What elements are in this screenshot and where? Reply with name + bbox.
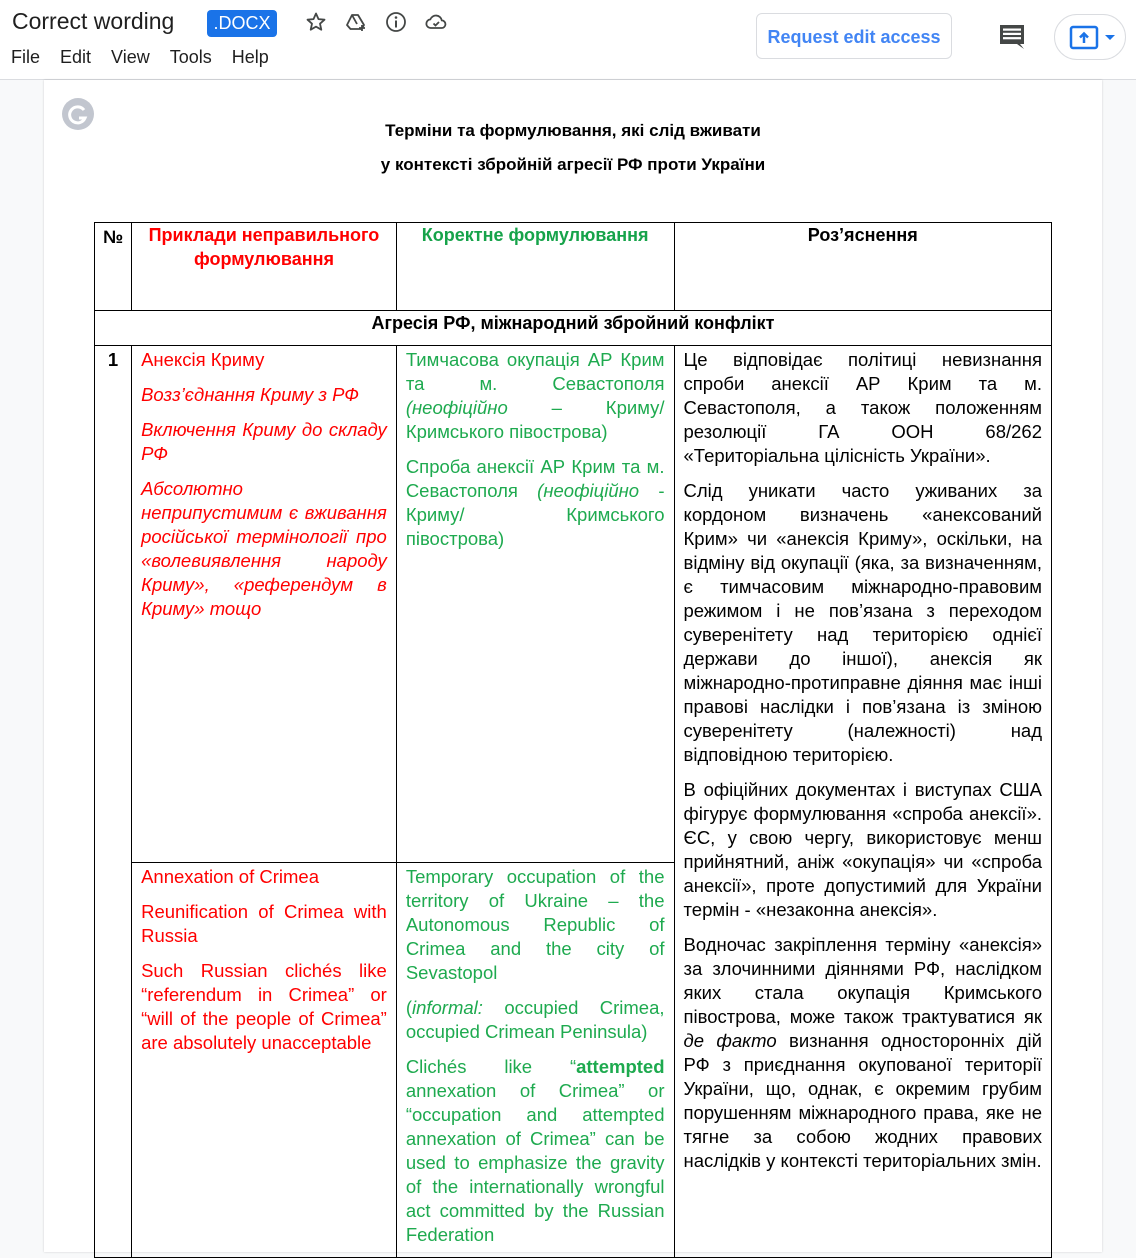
menu-bar [11, 47, 289, 68]
incorrect-item: Annexation of Crimea [141, 866, 319, 887]
correct-uk-cell [396, 346, 674, 863]
explanation-paragraph: Водночас закріплення терміну «анексія» за злочинними діяннями РФ, наслідком яких стала окупація Кримського півострова, може також трактуватися як де факто визнання односторонніх дій РФ з приєднання окупованої території України, що, однак, є окремим грубим порушенням міжнародного права, яке не тягне за собою жодних правових наслідків у контексті територіальних змін. [683, 934, 1042, 1171]
star-icon[interactable] [304, 10, 328, 34]
explanation-paragraph: В офіційних документах і виступах США фігурує формулювання «спроба анексії». ЄС, у свою чергу, використовує менш прийнятний, аніж «окупація» чи «спроба анексії», проте допустимий для України термін - «незаконна анексія». [683, 779, 1042, 920]
header-number: № [95, 223, 132, 311]
comment-icon[interactable] [997, 22, 1027, 52]
incorrect-item: Анексія Криму [141, 349, 265, 370]
menu-edit[interactable]: Edit [60, 47, 92, 67]
terms-table [94, 222, 1052, 1258]
section-title: Агресія РФ, міжнародний збройний конфлікт [95, 311, 1052, 346]
present-upload-icon [1055, 15, 1127, 61]
header-correct: Коректне формулювання [396, 223, 674, 311]
table-header-row [95, 223, 1052, 311]
info-icon[interactable] [384, 10, 408, 34]
header-explanation: Роз’яснення [674, 223, 1051, 311]
correct-item: Спроба анексії АР Крим та м. Севастополя (неофіційно - Криму/ Кримського півострова) [405, 456, 665, 549]
incorrect-en-cell [132, 863, 397, 1258]
menu-help[interactable]: Help [231, 47, 269, 67]
correct-item: Тимчасова окупація АР Крим та м. Севастополя (неофіційно – Криму/ Кримського півострова) [405, 349, 665, 442]
add-to-drive-icon[interactable] [344, 10, 368, 34]
explanation-cell [674, 346, 1051, 1258]
document-title[interactable]: Correct wording [12, 8, 175, 34]
top-bar [0, 0, 1136, 80]
incorrect-item: Such Russian clichés like “referendum in Crimea” or “will of the people of Crimea” are absolutely unacceptable [141, 960, 387, 1053]
menu-tools[interactable]: Tools [169, 47, 212, 67]
document-heading-line2: у контексті збройній агресії РФ проти України [380, 155, 766, 174]
incorrect-item: Включення Криму до складу РФ [141, 419, 387, 464]
file-type-badge: .DOCX [207, 10, 277, 37]
correct-en-cell [396, 863, 674, 1258]
cloud-saved-icon[interactable] [424, 10, 448, 34]
present-share-button[interactable] [1054, 14, 1126, 60]
menu-file[interactable]: File [11, 47, 41, 67]
section-row [95, 311, 1052, 346]
correct-item: Clichés like “attempted annexation of Crimea” or “occupation and attempted annexation of Crimea” can be used to emphasize the gravity of the internationally wrongful act committed by the Russian Federation [405, 1056, 665, 1245]
menu-view[interactable]: View [111, 47, 150, 67]
incorrect-item: Reunification of Crimea with Russia [141, 901, 387, 946]
request-edit-access-button[interactable]: Request edit access [756, 13, 952, 59]
table-row [95, 346, 1052, 863]
explanation-paragraph: Слід уникати часто уживаних за кордоном визначень «анексований Крим» чи «анексія Криму», оскільки, на відміну від окупації (яка, за визначенням, є тимчасовим міжнародно-правовим режимом і не пов’язана з переходом суверенітету над територією однієї держави до іншої), анексія як міжнародно-протиправне діяння має інші правові наслідки і пов’язана із зміною суверенітету (належності) над відповідною територією. [683, 480, 1042, 765]
correct-item: (informal: occupied Crimea, occupied Crimean Peninsula) [405, 997, 665, 1042]
document-heading-line1: Терміни та формулювання, які слід вживати [385, 121, 761, 140]
incorrect-uk-cell [132, 346, 397, 863]
header-incorrect: Приклади неправильного формулювання [132, 223, 397, 311]
explanation-paragraph: Це відповідає політиці невизнання спроби анексії АР Крим та м. Севастополя, а також положенням резолюції ГА ООН 68/262 «Територіальна цілісність України». [683, 349, 1042, 466]
incorrect-item: Абсолютно неприпустимим є вживання російської термінології про «волевиявлення народу Криму», «референдум в Криму» тощо [141, 478, 387, 619]
row-number: 1 [95, 346, 132, 1258]
incorrect-item: Возз’єднання Криму з РФ [141, 384, 359, 405]
correct-item: Temporary occupation of the territory of Ukraine – the Autonomous Republic of Crimea and the city of Sevastopol [405, 866, 665, 983]
